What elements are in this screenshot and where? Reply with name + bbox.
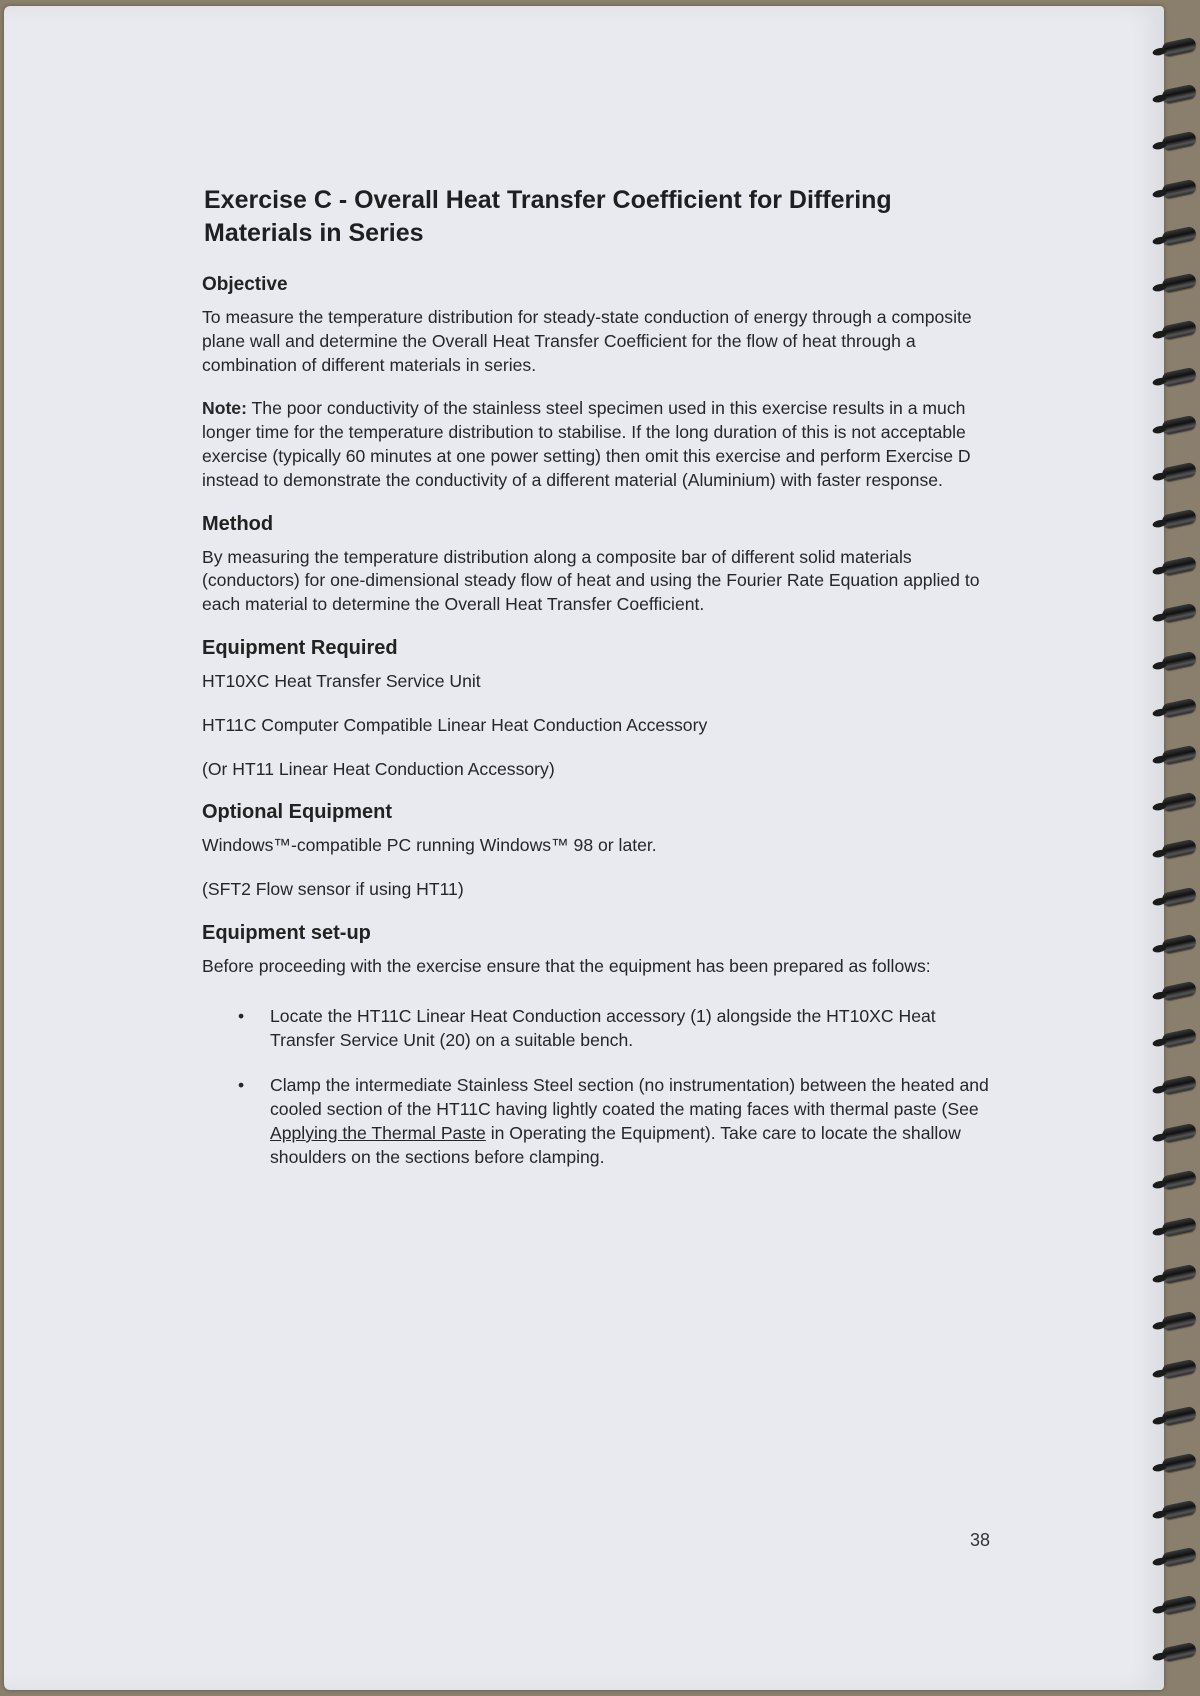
objective-heading: Objective [202,274,288,295]
page-title: Exercise C - Overall Heat Transfer Coefficient for Differing Materials in Series [204,186,892,247]
spiral-ring [1161,1547,1197,1568]
spiral-ring [1161,1122,1197,1143]
spiral-ring [1161,37,1197,58]
note-text: The poor conductivity of the stainless steel specimen used in this exercise results in a much longer time for the temperature distribution to stabilise. If the long duration of this is not acceptable exercise (typically 60 minutes at one power setting) then omit this exercise and perform Exercise D instead to demonstrate the conductivity of a different material (Aluminium) with faster response. [202,398,971,490]
equipment-item: (Or HT11 Linear Heat Conduction Accessory) [202,758,555,779]
page-content [202,184,1002,1192]
spiral-ring [1161,131,1197,152]
spiral-ring [1161,1358,1197,1379]
spiral-ring [1161,273,1197,294]
spiral-binding [1160,30,1200,1690]
spiral-ring [1161,509,1197,530]
spiral-ring [1161,556,1197,577]
list-item [270,1074,1002,1169]
spiral-ring [1161,792,1197,813]
spiral-ring [1161,1641,1197,1662]
note-paragraph [202,397,1002,492]
spiral-ring [1161,1594,1197,1615]
note-label: Note: [202,398,247,419]
spiral-ring [1161,933,1197,954]
spiral-ring [1161,650,1197,671]
spiral-ring [1161,886,1197,907]
spiral-ring [1161,225,1197,246]
spiral-ring [1161,1405,1197,1426]
equipment-item: HT10XC Heat Transfer Service Unit [202,670,481,691]
spiral-ring [1161,320,1197,341]
spiral-ring [1161,1217,1197,1238]
spiral-ring [1161,603,1197,624]
spiral-ring [1161,1311,1197,1332]
setup-list [202,1005,1002,1170]
spiral-ring [1161,1500,1197,1521]
optional-equipment-heading: Optional Equipment [202,801,392,824]
spiral-ring [1161,981,1197,1002]
spiral-ring [1161,1075,1197,1096]
optional-equipment-item: (SFT2 Flow sensor if using HT11) [202,879,464,900]
equipment-required-heading: Equipment Required [202,636,398,659]
spiral-ring [1161,839,1197,860]
bullet-text-end: in Operating the Equipment). Take care to locate the shallow shoulders on the sections before clamping. [270,1122,961,1167]
page-number: 38 [970,1530,991,1550]
spiral-ring [1161,697,1197,718]
spiral-ring [1161,84,1197,105]
optional-equipment-item: Windows™-compatible PC running Windows™ 98 or later. [202,835,657,856]
spiral-ring [1161,1028,1197,1049]
method-text: By measuring the temperature distribution along a composite bar of different solid materials (conductors) for one-dimensional steady flow of heat and using the Fourier Rate Equation applied to each material to determine the Overall Heat Transfer Coefficient. [202,546,980,615]
spiral-ring [1161,1169,1197,1190]
spiral-ring [1161,178,1197,199]
spiral-ring [1161,1453,1197,1474]
equipment-item: HT11C Computer Compatible Linear Heat Conduction Accessory [202,714,708,735]
list-item: • Locate the HT11C Linear Heat Conduction accessory (1) alongside the HT10XC Heat Transfer Service Unit (20) on a suitable bench. [270,1005,1002,1053]
thermal-paste-link[interactable]: Applying the Thermal Paste [270,1122,486,1143]
bullet-text-start: Clamp the intermediate Stainless Steel section (no instrumentation) between the heated and cooled section of the HT11C having lightly coated the mating faces with thermal paste (See [270,1075,989,1120]
spiral-ring [1161,461,1197,482]
spiral-ring [1161,1264,1197,1285]
spiral-ring [1161,367,1197,388]
setup-heading: Equipment set-up [202,921,371,944]
spiral-ring [1161,745,1197,766]
method-heading: Method [202,512,274,535]
spiral-ring [1161,414,1197,435]
setup-intro: Before proceeding with the exercise ensure that the equipment has been prepared as follows: [202,955,931,976]
objective-text: To measure the temperature distribution for steady-state conduction of energy through a composite plane wall and determine the Overall Heat Transfer Coefficient for the flow of heat through a combination of different materials in series. [202,307,972,375]
